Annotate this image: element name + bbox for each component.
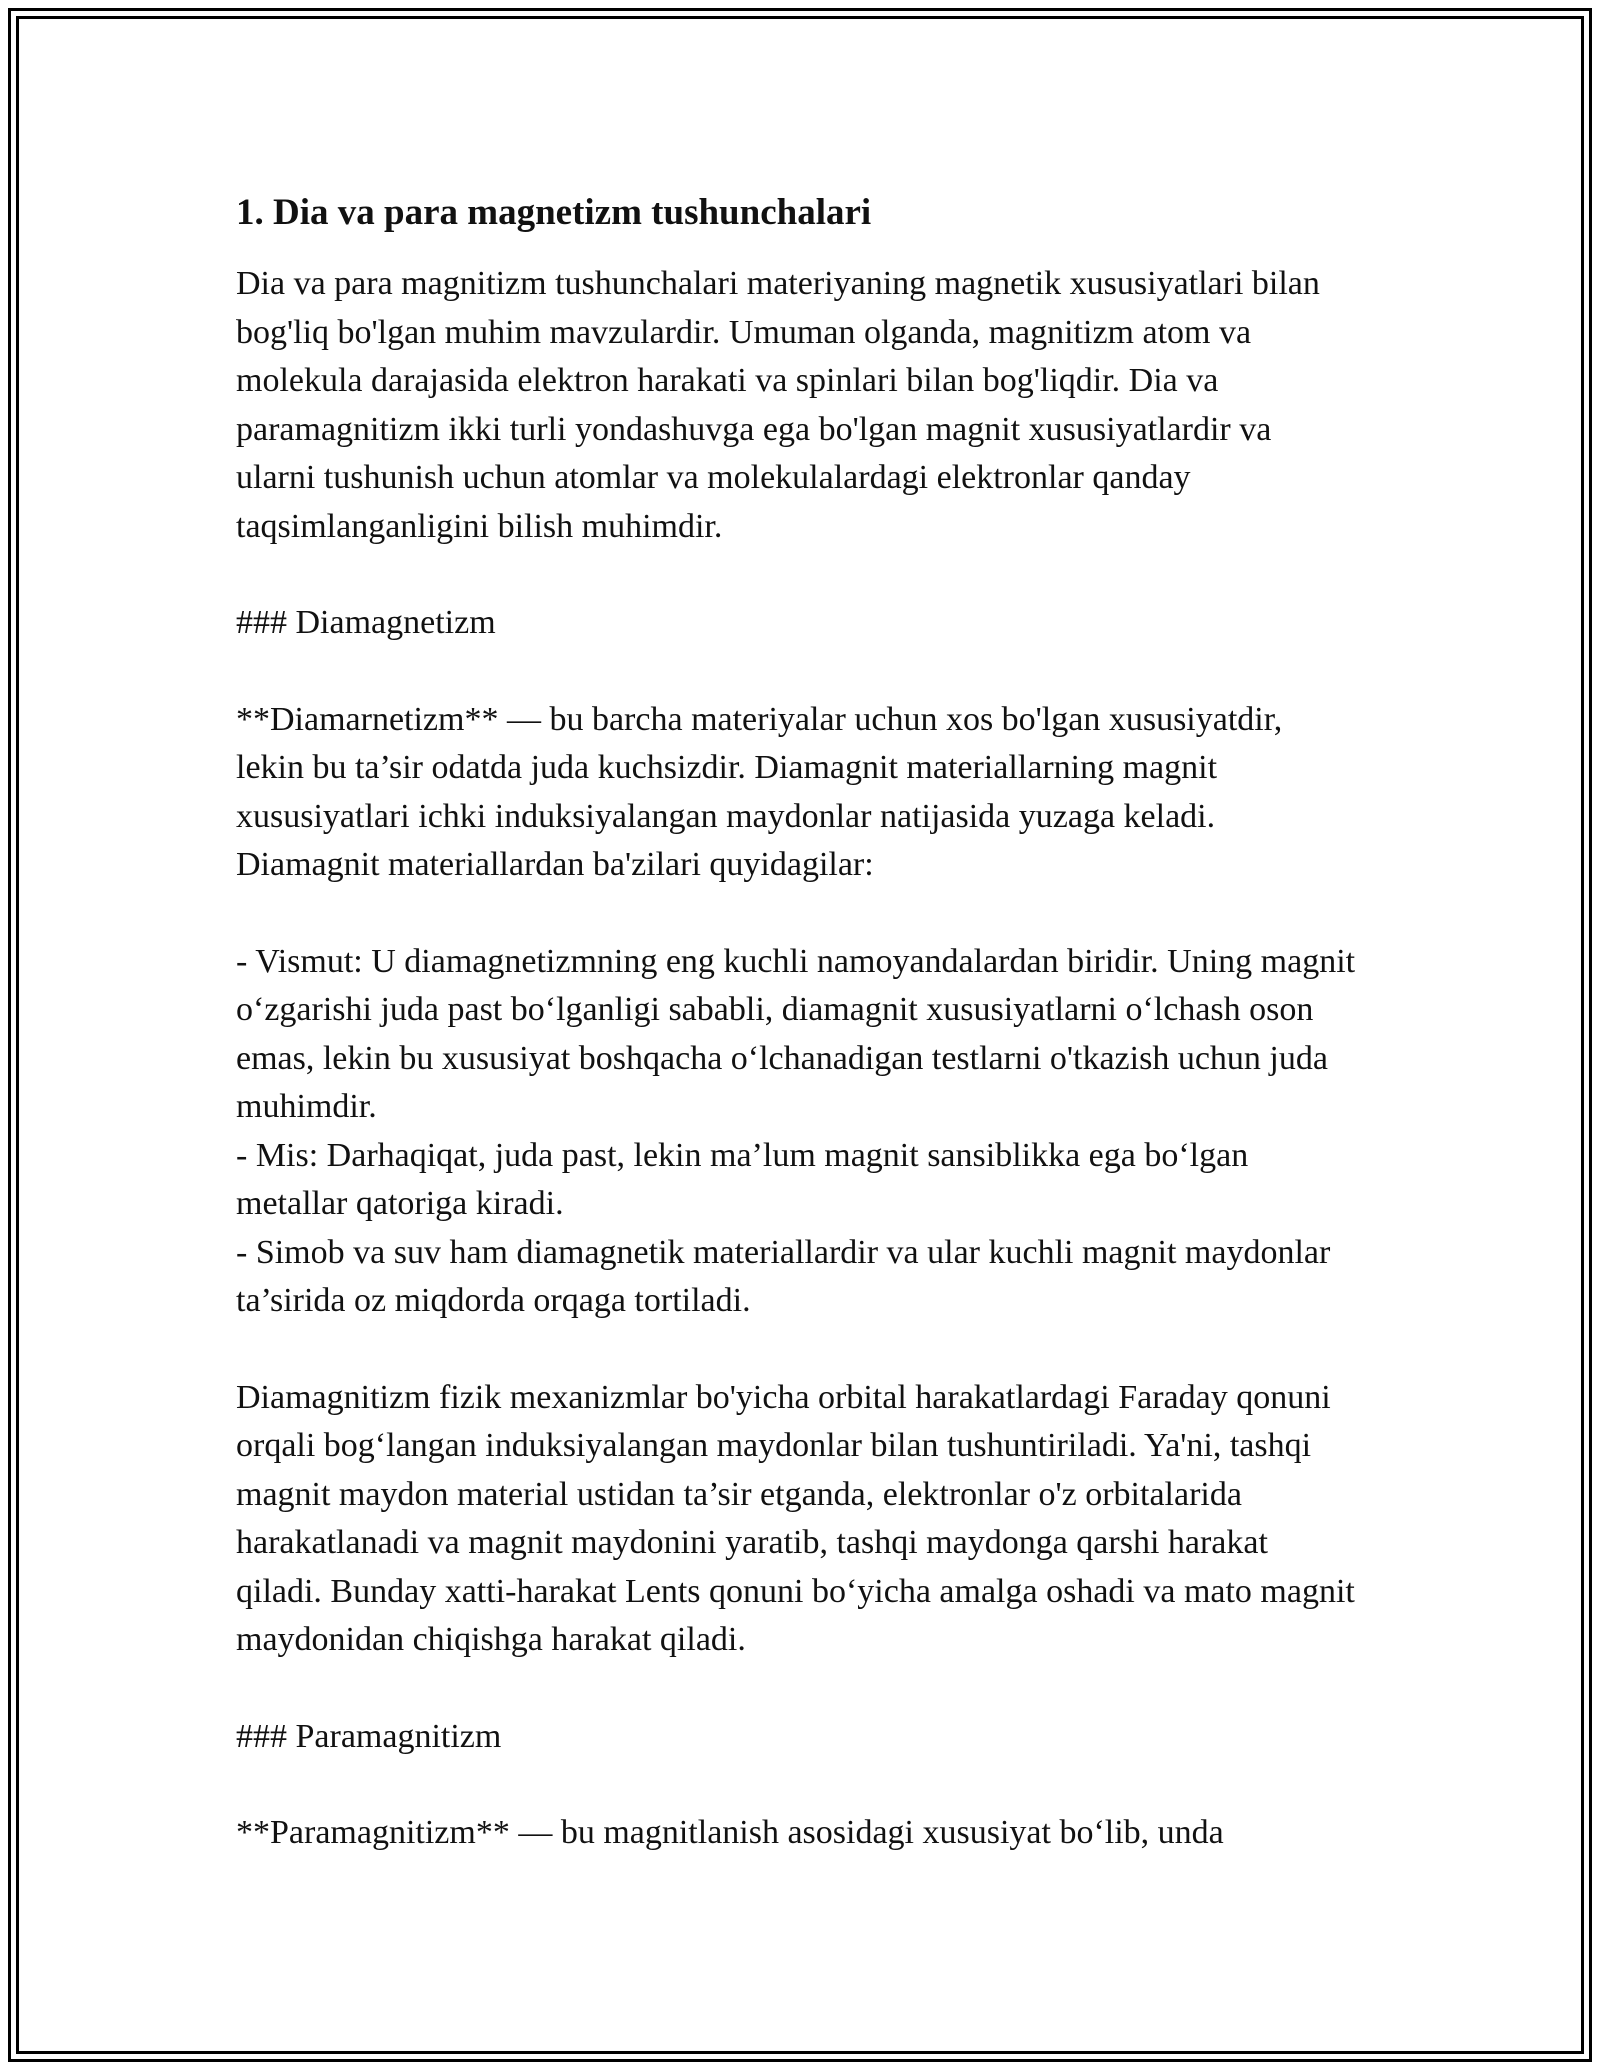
- list-item-mercury-water: - Simob va suv ham diamagnetik materiallardir va ular kuchli magnit maydonlar ta’sirida oz miqdorda orqaga tortiladi.: [236, 1233, 1331, 1319]
- spacer: [236, 551, 1356, 599]
- diamagnetism-definition: **Diamarnetizm** — bu barcha materiyalar uchun xos bo'lgan xususiyatdir, lekin bu ta’sir odatda juda kuchsizdir. Diamagnit materiallarning magnit xususiyatlari ichki induksiyalangan maydonlar natijasida yuzaga keladi. Diamagnit materiallardan ba'zilari quyidagilar:: [236, 700, 1283, 883]
- diamagnetism-mechanism: Diamagnitizm fizik mexanizmlar bo'yicha orbital harakatlardagi Faraday qonuni orqali bog‘langan induksiyalangan maydonlar bilan tushuntiriladi. Ya'ni, tashqi magnit maydon material ustidan ta’sir etganda, elektronlar o'z orbitalarida harakatlanadi va magnit maydonini yaratib, tashqi maydonga qarshi harakat qiladi. Bunday xatti-harakat Lents qonuni bo‘yicha amalga oshadi va mato magnit maydonidan chiqishga harakat qiladi.: [236, 1378, 1355, 1658]
- spacer: [236, 890, 1356, 938]
- list-item-bismuth: - Vismut: U diamagnetizmning eng kuchli namoyandalardan biridir. Uning magnit o‘zgarishi juda past bo‘lganligi sababli, diamagnit xususiyatlarni o‘lchash oson emas, lekin bu xususiyat boshqacha o‘lchanadigan testlarni o'tkazish uchun juda muhimdir.: [236, 942, 1356, 1125]
- paramagnetism-heading: ### Paramagnitizm: [236, 1717, 502, 1755]
- document-title: 1. Dia va para magnetizm tushunchalari: [236, 192, 872, 233]
- paramagnetism-definition: **Paramagnitizm** — bu magnitlanish asosidagi xususiyat bo‘lib, unda: [236, 1814, 1224, 1851]
- spacer: [236, 1326, 1356, 1374]
- intro-paragraph: Dia va para magnitizm tushunchalari materiyaning magnetik xususiyatlari bilan bog'liq bo'lgan muhim mavzulardir. Umuman olganda, magnitizm atom va molekula darajasida elektron harakati va spinlari bilan bog'liqdir. Dia va paramagnitizm ikki turli yondashuvga ega bo'lgan magnit xususiyatlardir va ularni tushunish uchun atomlar va molekulalardagi elektronlar qanday taqsimlanganligini bilish muhimdir.: [236, 265, 1320, 545]
- spacer: [236, 1665, 1356, 1713]
- spacer: [236, 1761, 1356, 1809]
- spacer: [236, 648, 1356, 696]
- document-body: [236, 188, 1356, 1858]
- list-item-copper: - Mis: Darhaqiqat, juda past, lekin ma’lum magnit sansiblikka ega bo‘lgan metallar qatoriga kiradi.: [236, 1136, 1249, 1222]
- diamagnetism-heading: ### Diamagnetizm: [236, 604, 496, 641]
